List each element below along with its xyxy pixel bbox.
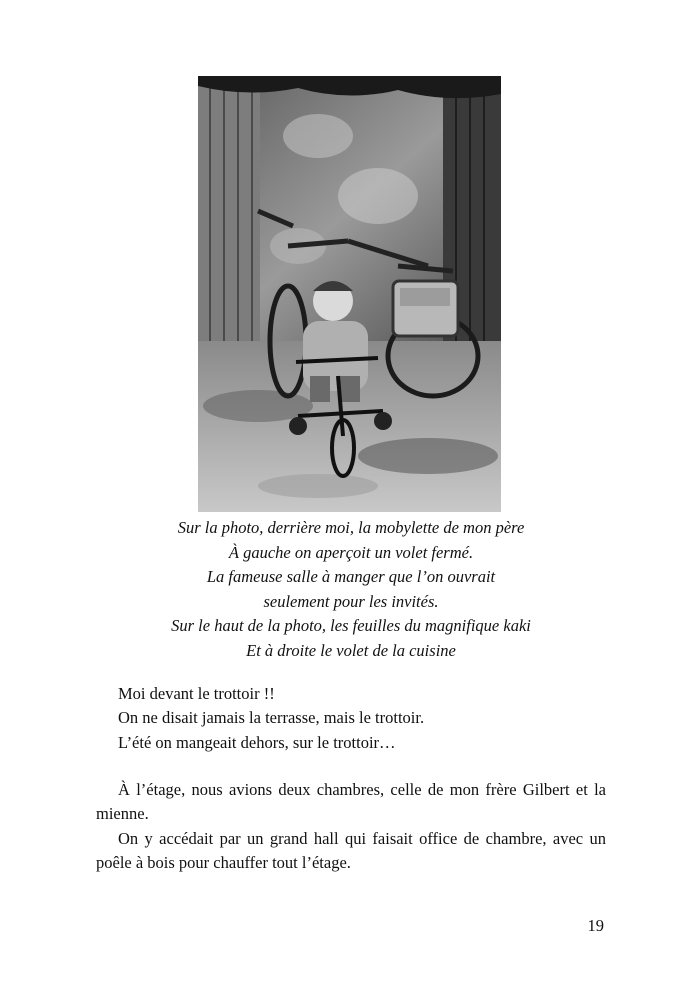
paragraph: On ne disait jamais la terrasse, mais le trottoir. bbox=[118, 708, 425, 728]
paragraph: À l’étage, nous avions deux chambres, celle de mon frère Gilbert et la mienne. bbox=[96, 780, 606, 824]
photo-caption bbox=[96, 516, 606, 664]
photo bbox=[198, 76, 501, 512]
text-block-trottoir bbox=[96, 682, 606, 755]
caption-line: Et à droite le volet de la cuisine bbox=[246, 640, 456, 660]
caption-line: Sur le haut de la photo, les feuilles du magnifique kaki bbox=[171, 616, 531, 636]
paragraph: Moi devant le trottoir !! bbox=[118, 684, 275, 703]
caption-line: Sur la photo, derrière moi, la mobylette de mon père bbox=[177, 518, 525, 537]
paragraph: On y accédait par un grand hall qui faisait office de chambre, avec un poêle à bois pour chauffer tout l’étage. bbox=[96, 828, 606, 872]
page-number: 19 bbox=[587, 916, 604, 935]
caption-line: La fameuse salle à manger que l’on ouvrait bbox=[206, 567, 496, 587]
paragraph: L’été on mangeait dehors, sur le trottoir… bbox=[118, 732, 396, 752]
photo-image bbox=[198, 76, 501, 512]
text-block-etage bbox=[96, 778, 606, 875]
caption-line: À gauche on aperçoit un volet fermé. bbox=[228, 542, 474, 562]
caption-line: seulement pour les invités. bbox=[263, 591, 439, 611]
